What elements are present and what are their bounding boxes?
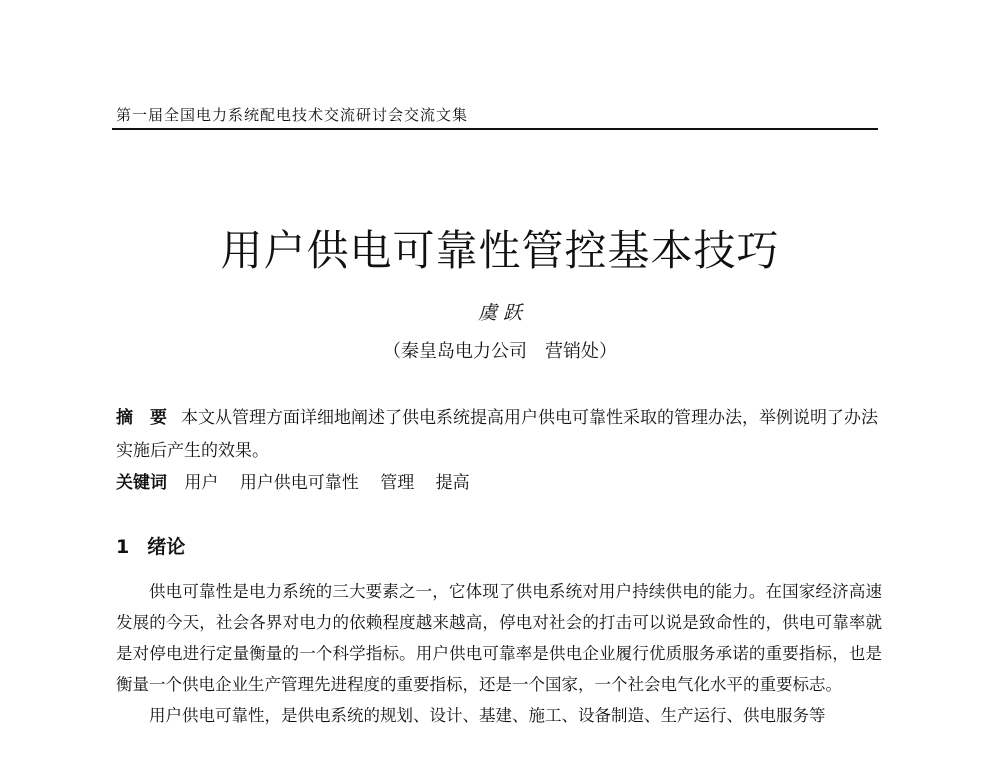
abstract-label: 摘 要 (116, 408, 167, 428)
section-title: 绪论 (147, 536, 186, 558)
keyword: 提高 (435, 473, 470, 493)
paragraph: 供电可靠性是电力系统的三大要素之一，它体现了供电系统对用户持续供电的能力。在国家经济高速发展的今天，社会各界对电力的依赖程度越来越高，停电对社会的打击可以说是致命性的，供电可靠率就是对停电进行定量衡量的一个科学指标。用户供电可靠率是供电企业履行优质服务承诺的重要指标，也是衡量一个供电企业生产管理先进程度的重要指标，还是一个国家，一个社会电气化水平的重要标志。 (116, 582, 882, 694)
affiliation: （秦皇岛电力公司 营销处） (383, 341, 617, 362)
keywords (116, 468, 486, 493)
abstract-text: 本文从管理方面详细地阐述了供电系统提高用户供电可靠性采取的管理办法，举例说明了办法实施后产生的效果。 (116, 408, 878, 461)
keyword: 用户 (184, 473, 219, 493)
section-number: 1 (116, 536, 130, 558)
body-text (116, 576, 882, 731)
author: 虞 跃 (477, 302, 523, 324)
section-heading (116, 532, 185, 559)
running-header: 第一届全国电力系统配电技术交流研讨会交流文集 (116, 106, 469, 124)
keywords-label: 关键词 (116, 473, 167, 493)
keyword: 管理 (380, 473, 415, 493)
header-rule (112, 128, 878, 130)
keyword: 用户供电可靠性 (239, 473, 359, 493)
paragraph: 用户供电可靠性，是供电系统的规划、设计、基建、施工、设备制造、生产运行、供电服务等 (149, 706, 826, 725)
abstract (116, 402, 880, 468)
paper-title: 用户供电可靠性管控基本技巧 (220, 226, 780, 275)
